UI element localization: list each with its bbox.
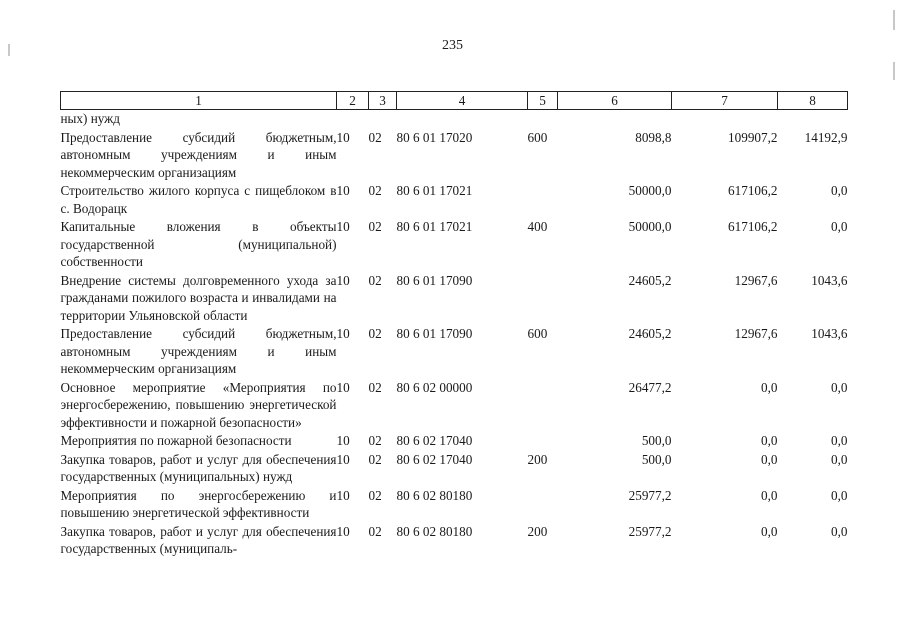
cell-amount-col6: 26477,2 [628,379,672,395]
cell-target-article: 80 6 02 80180 [396,487,473,503]
cell-subsection: 02 [368,326,382,341]
column-header: 4 [397,92,528,110]
cell-subsection: 02 [368,219,382,234]
column-header: 7 [672,92,778,110]
table-row [61,431,848,450]
cell-expense-type [528,486,558,522]
cell-name: ных) нужд [60,111,120,126]
table-body [61,110,848,558]
cell-target-article [397,110,528,128]
cell-amount-col8: 0,0 [831,487,848,503]
cell-expense-type [528,378,558,432]
cell-name: Закупка товаров, работ и услуг для обеспечения государственных (муниципаль- [60,523,337,556]
cell-expense-type: 600 [527,326,548,341]
cell-target-article: 80 6 01 17090 [396,272,473,288]
cell-section: 10 [336,487,350,503]
cell-amount-col8: 0,0 [831,523,848,539]
cell-amount-col8: 0,0 [831,379,848,395]
cell-subsection: 02 [368,183,382,198]
cell-amount-col8: 14192,9 [804,129,848,145]
cell-amount-col7: 0,0 [761,523,778,539]
cell-subsection: 02 [368,451,382,467]
cell-target-article: 80 6 01 17021 [396,219,473,234]
cell-name: Предоставление субсидий бюджетным, автономным учреждениям и иным некоммерческим организациям [60,129,337,180]
budget-table [60,91,848,558]
cell-name: Предоставление субсидий бюджетным, автономным учреждениям и иным некоммерческим организациям [60,326,337,376]
cell-amount-col7: 617106,2 [728,219,778,234]
cell-amount-col6: 50000,0 [628,183,672,198]
column-header: 5 [528,92,558,110]
cell-amount-col6: 500,0 [641,451,672,467]
page-number: 235 [442,38,463,53]
header-row [61,92,848,110]
cell-name: Закупка товаров, работ и услуг для обеспечения государственных (муниципальных) нужд [60,451,337,484]
cell-name: Строительство жилого корпуса с пищеблоком в с. Водорацк [60,183,337,216]
cell-target-article: 80 6 01 17090 [396,326,473,341]
cell-subsection: 02 [368,523,382,539]
table-row [61,378,848,432]
cell-amount-col7: 0,0 [761,487,778,503]
cell-amount-col6: 50000,0 [628,219,672,234]
cell-amount-col6: 25977,2 [628,523,672,539]
cell-amount-col8: 0,0 [831,219,848,234]
cell-target-article: 80 6 02 00000 [396,379,473,395]
column-header: 3 [369,92,397,110]
cell-subsection: 02 [368,433,382,448]
cell-section: 10 [336,451,350,467]
cell-amount-col6 [558,110,672,128]
cell-section: 10 [336,219,350,234]
cell-section [337,110,369,128]
cell-name: Капитальные вложения в объекты государственной (муниципальной) собственности [60,219,337,269]
column-header: 6 [558,92,672,110]
cell-section: 10 [336,379,350,395]
cell-name: Основное мероприятие «Мероприятия по энергосбережению, повышению энергетической эффективности и пожарной безопасности» [60,379,337,430]
cell-amount-col7: 0,0 [761,379,778,395]
cell-section: 10 [336,523,350,539]
cell-amount-col6: 25977,2 [628,487,672,503]
cell-expense-type [528,181,558,217]
cell-amount-col8: 1043,6 [811,272,848,288]
table-row [61,217,848,271]
cell-section: 10 [336,272,350,288]
cell-expense-type: 600 [527,129,548,145]
cell-amount-col8: 0,0 [831,183,848,198]
column-header: 8 [778,92,848,110]
cell-amount-col8 [778,110,848,128]
cell-amount-col8: 0,0 [831,451,848,467]
table-row [61,128,848,182]
cell-amount-col6: 8098,8 [635,129,672,145]
cell-amount-col6: 24605,2 [628,326,672,341]
cell-section: 10 [336,326,350,341]
cell-amount-col8: 1043,6 [811,326,848,341]
cell-section: 10 [336,433,350,448]
cell-amount-col7: 12967,6 [734,326,778,341]
cell-expense-type: 200 [527,523,548,539]
scan-edge-mark [893,62,895,80]
cell-expense-type [528,431,558,450]
table-row [61,110,848,128]
cell-section: 10 [336,129,350,145]
cell-subsection: 02 [368,487,382,503]
cell-name: Мероприятия по пожарной безопасности [60,433,292,448]
cell-subsection: 02 [368,379,382,395]
cell-name: Мероприятия по энергосбережению и повышению энергетической эффективности [60,487,337,520]
column-header: 1 [61,92,337,110]
cell-expense-type: 200 [527,451,548,467]
cell-amount-col6: 24605,2 [628,272,672,288]
cell-expense-type: 400 [527,219,548,234]
cell-subsection [369,110,397,128]
table-row [61,486,848,522]
cell-amount-col7: 0,0 [761,451,778,467]
cell-amount-col8: 0,0 [831,433,848,448]
cell-target-article: 80 6 01 17021 [396,183,473,198]
cell-amount-col7: 0,0 [761,433,778,448]
table-row [61,271,848,325]
cell-target-article: 80 6 02 17040 [396,451,473,467]
cell-amount-col7: 109907,2 [728,129,778,145]
cell-expense-type [528,271,558,325]
table-row [61,324,848,378]
cell-subsection: 02 [368,129,382,145]
cell-amount-col7: 617106,2 [728,183,778,198]
column-header: 2 [337,92,369,110]
table-row [61,181,848,217]
cell-target-article: 80 6 01 17020 [396,129,473,145]
cell-amount-col6: 500,0 [641,433,672,448]
cell-target-article: 80 6 02 80180 [396,523,473,539]
cell-subsection: 02 [368,272,382,288]
table-row [61,522,848,558]
table-row [61,450,848,486]
cell-amount-col7: 12967,6 [734,272,778,288]
cell-amount-col7 [672,110,778,128]
cell-name: Внедрение системы долговременного ухода за гражданами пожилого возраста и инвалидами на территории Ульяновской области [60,272,337,323]
cell-section: 10 [336,183,350,198]
cell-target-article: 80 6 02 17040 [396,433,473,448]
scan-edge-mark [893,10,895,30]
cell-expense-type [528,110,558,128]
